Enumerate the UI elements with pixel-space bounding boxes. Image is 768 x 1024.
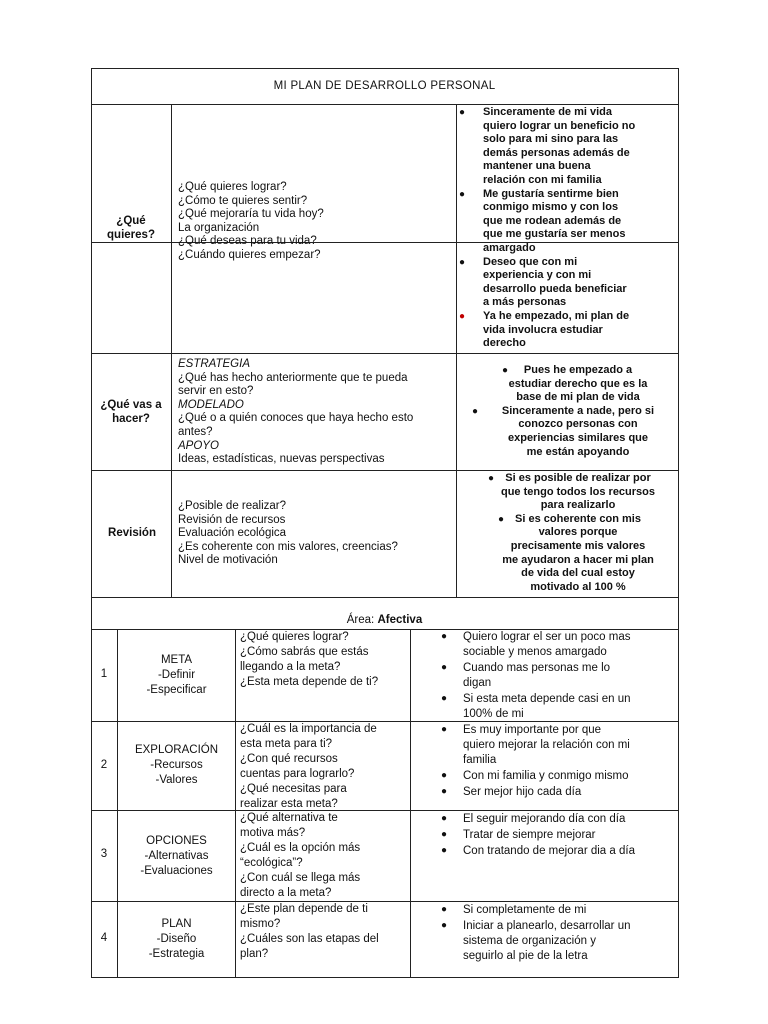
heading-modelado: MODELADO: [178, 398, 244, 411]
step-questions: ¿Qué quieres lograr? ¿Cómo sabrás que estás llegando a la meta? ¿Esta meta depende de ti?: [240, 631, 379, 688]
list-item: ● El seguir mejorando día con día: [441, 813, 626, 825]
step-name: OPCIONES -Alternativas -Evaluaciones: [140, 835, 213, 877]
list-item: ● Sinceramente de mi vida quiero lograr un beneficio no solo para mi sino para las demás personas además de mantener una buena relación con mi familia: [459, 106, 636, 186]
step-number: 1: [100, 668, 108, 680]
step-name: META -Definir -Especificar: [146, 654, 207, 696]
heading-apoyo: APOYO: [178, 439, 219, 452]
list-item: ● Me gustaría sentirme bien conmigo mismo y con los que me rodean además de que me gustaría ser menos amargado: [459, 187, 626, 254]
step-name: EXPLORACIÓN -Recursos -Valores: [134, 744, 219, 786]
question-line: ¿Es coherente con mis valores, creencias?: [178, 540, 398, 553]
col-divider-1: [171, 104, 172, 597]
question-line: ¿Qué has hecho anteriormente que te pueda: [178, 371, 408, 384]
list-item: ● Si es coherente con mis valores porque precisamente mis valores me ayudaron a hacer mi plan de vida del cual estoy motivado al 100 %: [498, 512, 654, 593]
row-label-revision: Revisión: [108, 527, 156, 539]
step-name-divider: [235, 629, 236, 978]
question-line: Nivel de motivación: [178, 554, 278, 567]
question-line: Evaluación ecológica: [178, 527, 287, 540]
step-number: 4: [100, 932, 108, 944]
step-questions: ¿Cuál es la importancia de esta meta para ti? ¿Con qué recursos cuentas para lograrlo? ¿Qué necesitas para realizar esta meta?: [240, 723, 377, 810]
section3-answers: [478, 472, 678, 594]
area-prefix: Área:: [346, 614, 375, 626]
row-divider-c: [91, 470, 679, 471]
list-item: ● Si completamente de mi: [441, 904, 587, 916]
section2-questions: [178, 358, 454, 467]
step-name: PLAN -Diseño -Estrategia: [148, 918, 205, 960]
step-answers: [441, 812, 677, 859]
step-answers: [441, 630, 677, 722]
section1-answers: [459, 106, 677, 351]
list-item: ● Tratar de siempre mejorar: [441, 829, 596, 841]
section2-answers: [472, 364, 678, 459]
row-label-que-vas-a-hacer: ¿Qué vas a hacer?: [100, 399, 162, 425]
row-divider-d: [91, 597, 679, 598]
list-item: ● Cuando mas personas me lo digan: [441, 662, 611, 689]
question-line: ¿Qué quieres lograr?: [178, 181, 287, 193]
step-questions: ¿Qué alternativa te motiva más? ¿Cuál es la opción más “ecológica”? ¿Con cuál se llega más directo a la meta?: [240, 812, 361, 899]
list-item: ● Sinceramente a nade, pero si conozco personas con experiencias similares que me están apoyando: [472, 404, 655, 458]
question-line: ¿Qué deseas para tu vida?: [178, 235, 317, 248]
area-heading: [91, 614, 678, 626]
question-line: ¿Qué o a quién conoces que haya hecho esto: [178, 412, 414, 425]
title-divider: [91, 104, 679, 105]
col-divider-2: [456, 104, 457, 597]
step-question-divider: [410, 629, 411, 978]
question-line: servir en esto?: [178, 385, 254, 398]
question-line: ¿Qué mejoraría tu vida hoy?: [178, 208, 324, 221]
step-number: 2: [100, 759, 108, 771]
list-item: ● Con tratando de mejorar dia a día: [441, 845, 635, 857]
section3-questions: [178, 500, 454, 568]
section1-questions: [178, 181, 454, 263]
list-item: ● Ser mejor hijo cada día: [441, 786, 582, 798]
list-item: ● Quiero lograr el ser un poco mas sociable y menos amargado: [441, 631, 631, 658]
question-line: antes?: [178, 425, 213, 438]
question-line: ¿Posible de realizar?: [178, 500, 287, 512]
step-answers: [441, 723, 677, 800]
list-item: ● Es muy importante por que quiero mejorar la relación con mi familia: [441, 724, 630, 766]
question-line: ¿Cómo te quieres sentir?: [178, 194, 308, 207]
step-answers: [441, 903, 677, 964]
list-item: ● Deseo que con mi experiencia y con mi desarrollo pueda beneficiar a más personas: [459, 255, 627, 309]
step-number: 3: [100, 848, 108, 860]
list-item: ● Ya he empezado, mi plan de vida involucra estudiar derecho: [459, 309, 630, 350]
page-title: MI PLAN DE DESARROLLO PERSONAL: [273, 80, 496, 92]
list-item: ● Iniciar a planearlo, desarrollar un sistema de organización y seguirlo al pie de la letra: [441, 920, 631, 962]
question-line: La organización: [178, 221, 260, 234]
heading-estrategia: ESTRATEGIA: [178, 358, 250, 370]
step-questions: ¿Este plan depende de ti mismo? ¿Cuáles son las etapas del plan?: [240, 903, 379, 960]
row-divider-b: [91, 353, 679, 354]
list-item: ● Con mi familia y conmigo mismo: [441, 770, 629, 782]
area-name: Afectiva: [377, 614, 423, 626]
list-item: ● Si esta meta depende casi en un 100% de mi: [441, 693, 631, 720]
question-line: ¿Cuándo quieres empezar?: [178, 248, 321, 261]
list-item: ● Pues he empezado a estudiar derecho que es la base de mi plan de vida: [502, 364, 648, 404]
row-label-que-quieres: ¿Qué quieres?: [107, 215, 155, 241]
list-item: ● Si es posible de realizar por que tengo todos los recursos para realizarlo: [488, 472, 656, 512]
question-line: Revisión de recursos: [178, 513, 286, 526]
question-line: Ideas, estadísticas, nuevas perspectivas: [178, 453, 385, 466]
